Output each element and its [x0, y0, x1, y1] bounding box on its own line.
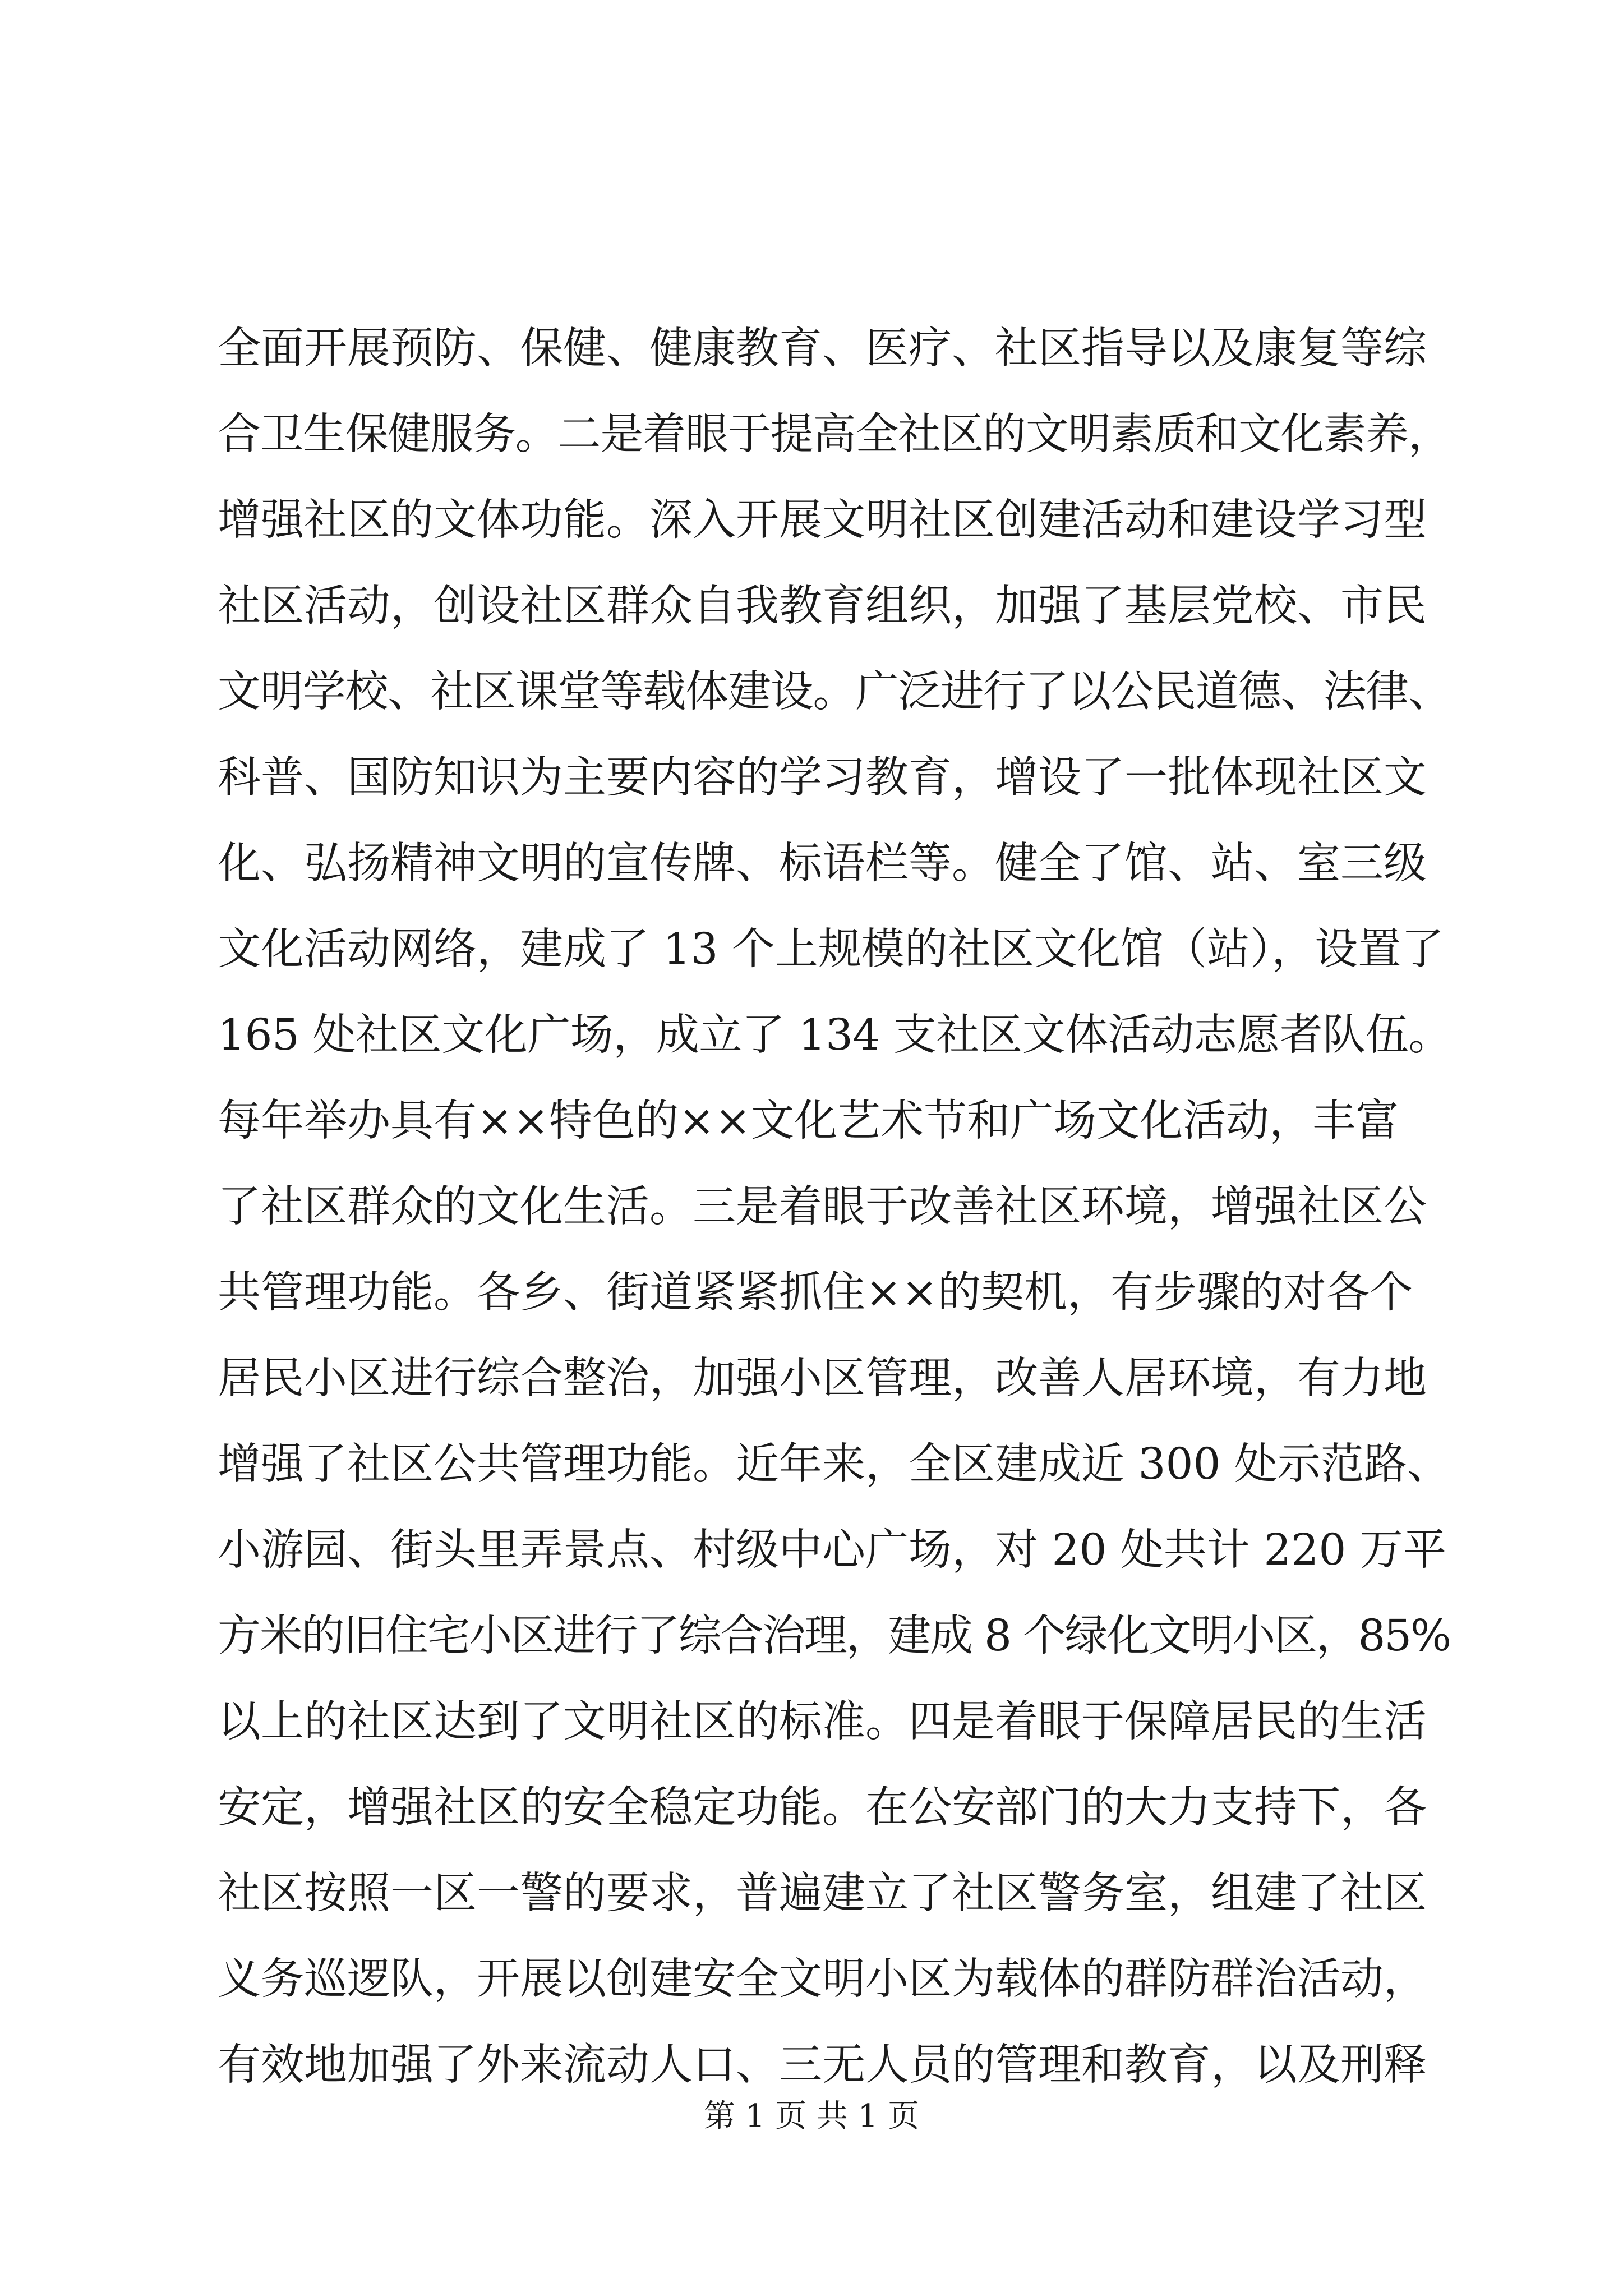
- body-text: [218, 306, 1451, 2108]
- text-line: 增强了社区公共管理功能。近年来，全区建成近 300 处示范路、: [218, 1439, 1450, 1489]
- text-line: 科普、国防知识为主要内容的学习教育，增设了一批体现社区文: [218, 753, 1427, 803]
- text-line: 以上的社区达到了文明社区的标准。四是着眼于保障居民的生活: [218, 1697, 1427, 1747]
- text-line: 居民小区进行综合整治，加强小区管理，改善人居环境，有力地: [218, 1354, 1427, 1404]
- text-line: 165 处社区文化广场，成立了 134 支社区文体活动志愿者队伍。: [218, 1010, 1451, 1060]
- text-line: 有效地加强了外来流动人口、三无人员的管理和教育，以及刑释: [218, 2040, 1427, 2090]
- text-line: 全面开展预防、保健、健康教育、医疗、社区指导以及康复等综: [218, 324, 1427, 374]
- text-line: 化、弘扬精神文明的宣传牌、标语栏等。健全了馆、站、室三级: [218, 839, 1427, 889]
- text-line: 每年举办具有××特色的××文化艺术节和广场文化活动，丰富: [218, 1096, 1399, 1146]
- text-line: 小游园、街头里弄景点、村级中心广场，对 20 处共计 220 万平: [218, 1525, 1446, 1575]
- text-line: 文明学校、社区课堂等载体建设。广泛进行了以公民道德、法律、: [218, 667, 1451, 717]
- text-line: 义务巡逻队，开展以创建安全文明小区为载体的群防群治活动，: [218, 1954, 1427, 2004]
- text-line: 社区按照一区一警的要求，普遍建立了社区警务室，组建了社区: [218, 1869, 1427, 1918]
- text-line: 了社区群众的文化生活。三是着眼于改善社区环境，增强社区公: [218, 1182, 1427, 1232]
- text-line: 文化活动网络，建成了 13 个上规模的社区文化馆（站），设置了: [218, 924, 1445, 974]
- text-line: 方米的旧住宅小区进行了综合治理，建成 8 个绿化文明小区，85%: [218, 1611, 1450, 1661]
- text-line: 合卫生保健服务。二是着眼于提高全社区的文明素质和文化素养，: [218, 409, 1451, 459]
- text-line: 社区活动，创设社区群众自我教育组织，加强了基层党校、市民: [218, 581, 1427, 631]
- page-footer: 第 1 页 共 1 页: [703, 2098, 920, 2134]
- text-line: 增强社区的文体功能。深入开展文明社区创建活动和建设学习型: [218, 495, 1427, 545]
- text-line: 共管理功能。各乡、街道紧紧抓住××的契机，有步骤的对各个: [218, 1268, 1413, 1318]
- text-line: 安定，增强社区的安全稳定功能。在公安部门的大力支持下，各: [218, 1783, 1427, 1833]
